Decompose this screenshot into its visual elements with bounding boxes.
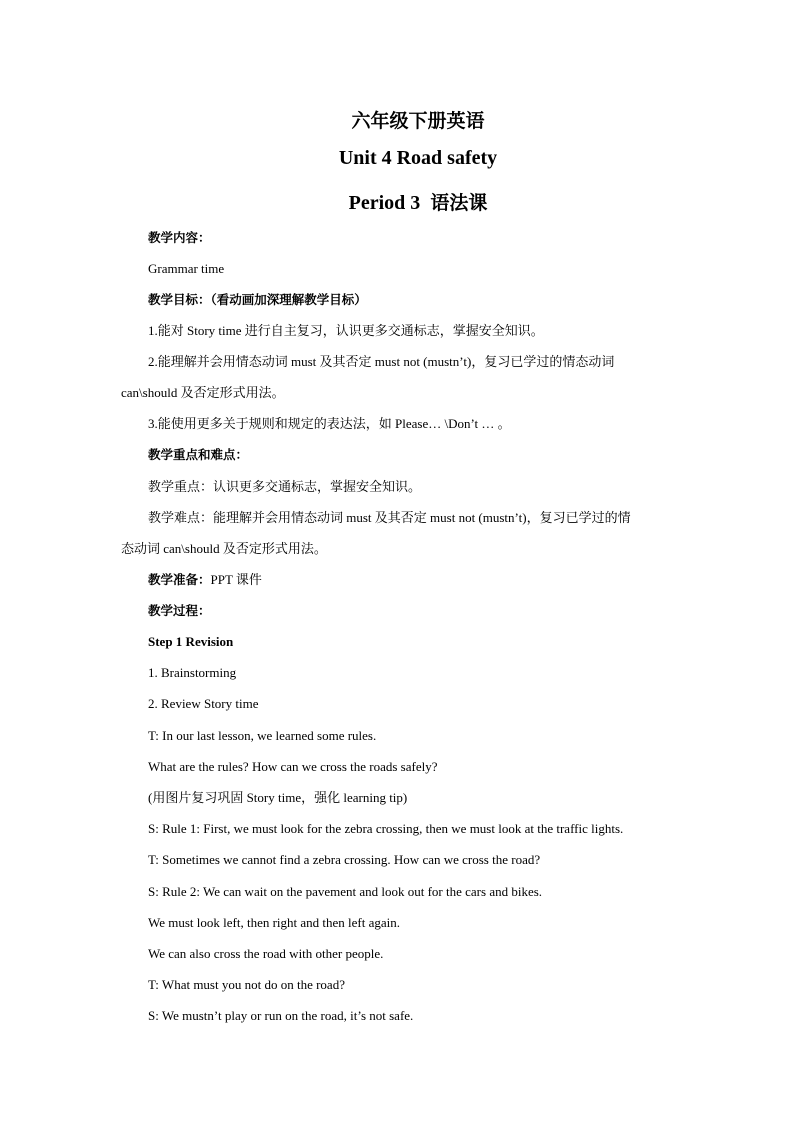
preparation-value: PPT 课件 (210, 572, 262, 587)
period-label: Period 3 (348, 192, 421, 214)
grade-subject-title: 六年级下册英语 (351, 110, 485, 132)
dialogue-line: S: We mustn’t play or run on the road, it’s not safe. (148, 1008, 414, 1023)
difficulty-line-1: 教学难点：能理解并会用情态动词 must 及其否定 must not (mustn’t)，复习已学过的情 (148, 510, 631, 525)
goal-3: 3.能使用更多关于规则和规定的表达法，如 Please… \Don’t … 。 (148, 416, 511, 431)
dialogue-line: We can also cross the road with other people. (148, 946, 384, 961)
unit-title: Unit 4 Road safety (338, 147, 498, 169)
key-point: 教学重点：认识更多交通标志，掌握安全知识。 (148, 479, 422, 494)
dialogue-line: T: In our last lesson, we learned some rules. (148, 728, 377, 743)
step-1-item-1: 1. Brainstorming (148, 665, 237, 680)
dialogue-line: We must look left, then right and then left again. (148, 915, 401, 930)
step-1-item-2: 2. Review Story time (148, 696, 259, 711)
step-1-heading: Step 1 Revision (148, 634, 234, 649)
preparation (148, 571, 262, 589)
content-body: Grammar time (148, 261, 225, 276)
dialogue-line: T: What must you not do on the road? (148, 977, 345, 992)
dialogue-line: (用图片复习巩固 Story time，强化 learning tip) (148, 790, 408, 805)
goal-2-line-2: can\should 及否定形式用法。 (121, 385, 285, 400)
goal-2-line-1: 2.能理解并会用情态动词 must 及其否定 must not (mustn’t)，复习已学过的情态动词 (148, 354, 615, 369)
dialogue-line: S: Rule 2: We can wait on the pavement and look out for the cars and bikes. (148, 884, 543, 899)
content-heading: 教学内容： (148, 230, 211, 245)
dialogue-line: What are the rules? How can we cross the roads safely? (148, 759, 438, 774)
period-title (0, 188, 794, 215)
dialogue-line: S: Rule 1: First, we must look for the zebra crossing, then we must look at the traffic lights. (148, 821, 624, 836)
difficulty-line-2: 态动词 can\should 及否定形式用法。 (121, 541, 327, 556)
dialogue-line: T: Sometimes we cannot find a zebra crossing. How can we cross the road? (148, 852, 541, 867)
preparation-label: 教学准备： (148, 572, 211, 587)
goals-heading: 教学目标：（看动画加深理解教学目标） (148, 292, 367, 307)
process-heading: 教学过程： (148, 603, 211, 618)
period-type: 语法课 (430, 192, 488, 214)
keypoints-heading: 教学重点和难点： (148, 447, 249, 462)
goal-1: 1.能对 Story time 进行自主复习，认识更多交通标志，掌握安全知识。 (148, 323, 544, 338)
